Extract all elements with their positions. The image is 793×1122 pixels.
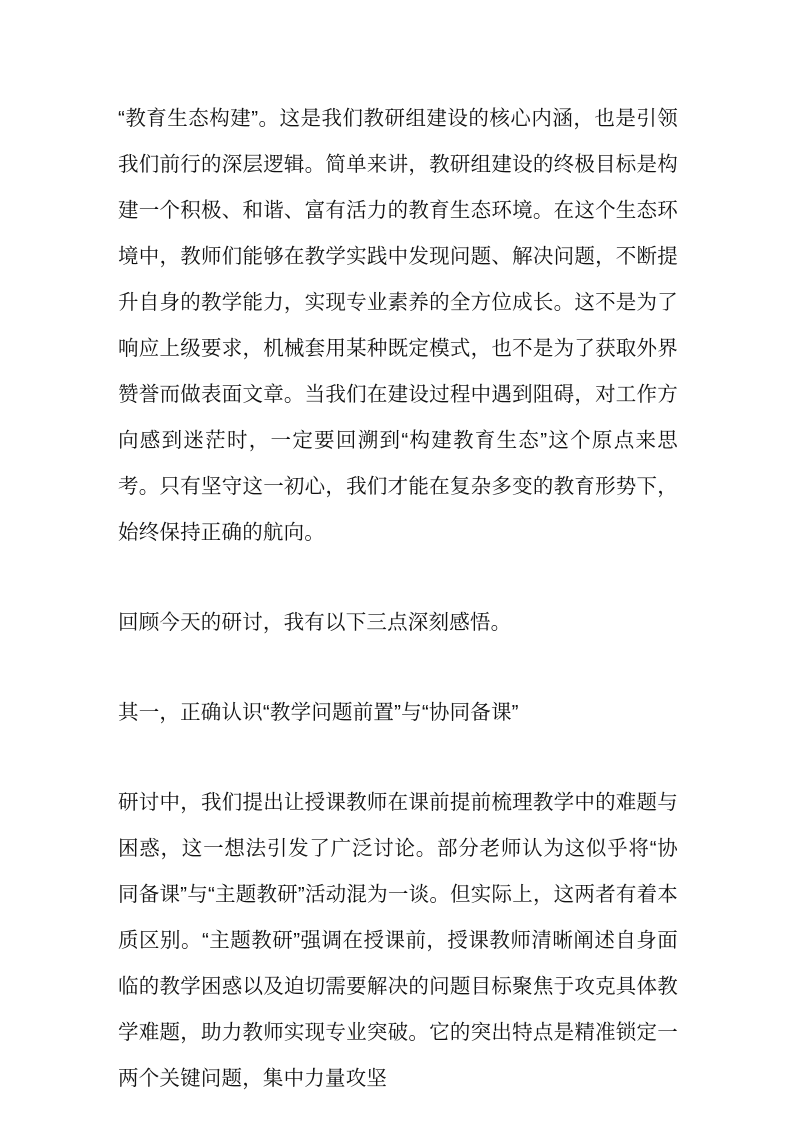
paragraph: “教育生态构建”。这是我们教研组建设的核心内涵，也是引领我们前行的深层逻辑。简单来讲，教研组建设的终极目标是构建一个积极、和谐、富有活力的教育生态环境。在这个生态环境中，教师们能够在教学实践中发现问题、解决问题，不断提升自身的教学能力，实现专业素养的全方位成长。这不是为了响应上级要求，机械套用某种既定模式，也不是为了获取外界赞誉而做表面文章。当我们在建设过程中遇到阻碍，对工作方向感到迷茫时，一定要回溯到“构建教育生态”这个原点来思考。只有坚守这一初心，我们才能在复杂多变的教育形势下，始终保持正确的航向。	[118, 107, 678, 544]
paragraph: 回顾今天的研讨，我有以下三点深刻感悟。	[118, 611, 512, 634]
paragraph: 研讨中，我们提出让授课教师在课前提前梳理教学中的难题与困惑，这一想法引发了广泛讨论。部分老师认为这似乎将“协同备课”与“主题教研”活动混为一谈。但实际上，这两者有着本质区别。“主题教研”强调在授课前，授课教师清晰阐述自身面临的教学困惑以及迫切需要解决的问题目标聚焦于攻克具体教学难题，助力教师实现专业突破。它的突出特点是精准锁定一两个关键问题，集中力量攻坚	[118, 791, 678, 1090]
paragraph: 其一，正确认识“教学问题前置”与“协同备课”	[118, 701, 519, 724]
document-body	[118, 96, 678, 1102]
